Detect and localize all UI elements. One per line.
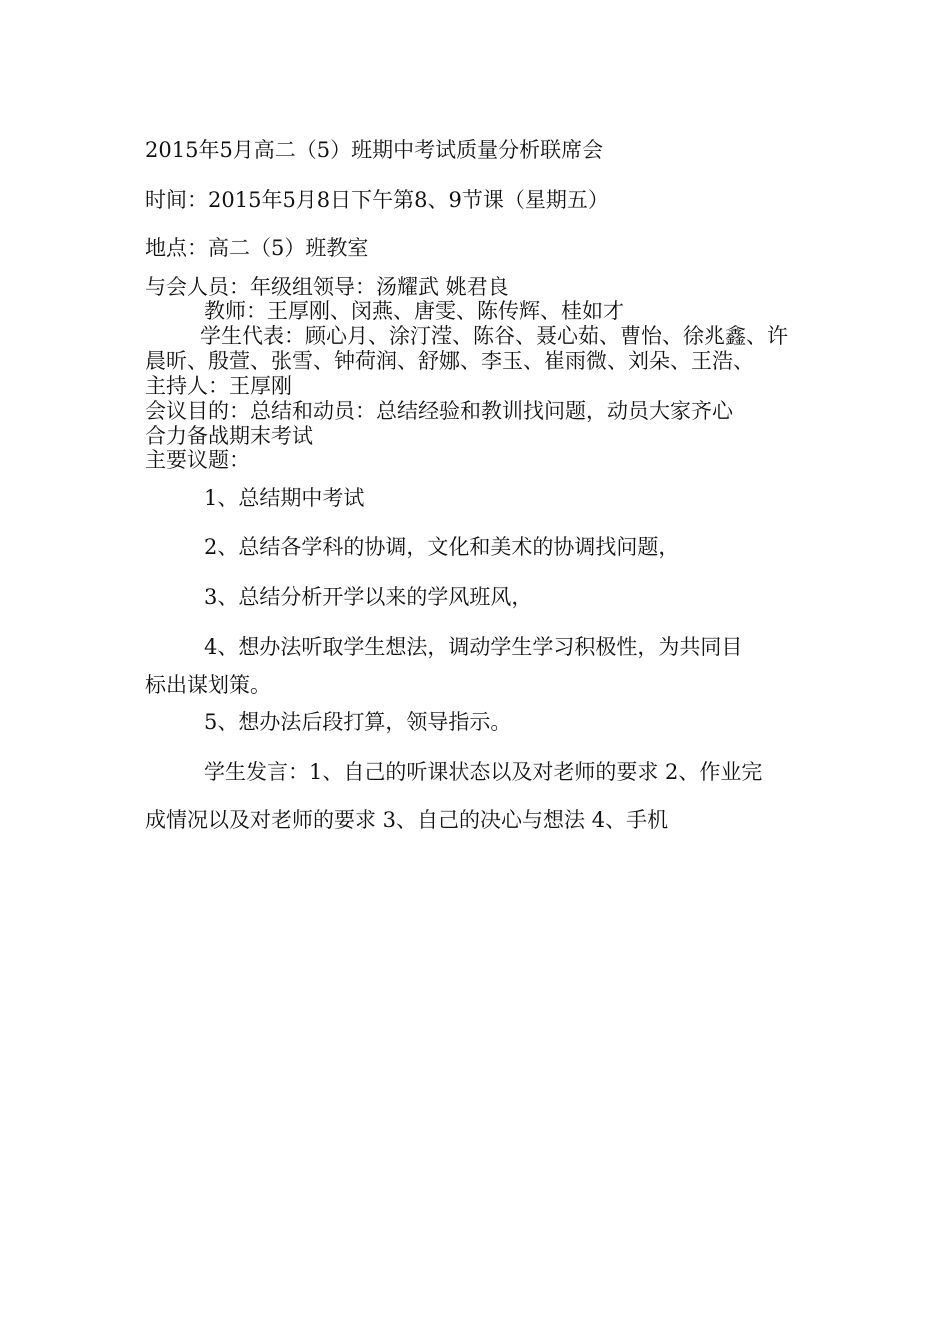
student-reps-line-2: 晨昕、殷萱、张雪、钟荷润、舒娜、李玉、崔雨微、刘朵、王浩、 bbox=[145, 349, 754, 373]
topic-item-4-line-2: 标出谋划策。 bbox=[145, 673, 271, 697]
student-reps-line-1: 学生代表：顾心月、涂汀滢、陈谷、聂心茹、曹怡、徐兆鑫、许 bbox=[200, 324, 788, 348]
meeting-purpose-line-2: 合力备战期末考试 bbox=[145, 424, 313, 448]
topic-item: 3、总结分析开学以来的学风班风， bbox=[204, 585, 533, 609]
meeting-purpose-line-1: 会议目的：总结和动员：总结经验和教训找问题，动员大家齐心 bbox=[145, 399, 733, 423]
attendees-leaders: 与会人员：年级组领导：汤耀武 姚君良 bbox=[145, 275, 509, 299]
meeting-time: 时间：2015年5月8日下午第8、9节课（星期五） bbox=[145, 188, 609, 212]
student-speech-line-2: 成情况以及对老师的要求 3、自己的决心与想法 4、手机 bbox=[145, 808, 669, 832]
meeting-host: 主持人：王厚刚 bbox=[145, 374, 292, 398]
document-title: 2015年5月高二（5）班期中考试质量分析联席会 bbox=[145, 138, 604, 162]
topic-item: 5、想办法后段打算，领导指示。 bbox=[204, 710, 512, 734]
topics-heading: 主要议题： bbox=[145, 448, 250, 472]
meeting-place: 地点：高二（5）班教室 bbox=[145, 236, 369, 260]
attendees-teachers: 教师：王厚刚、闵燕、唐雯、陈传辉、桂如才 bbox=[204, 299, 624, 323]
topic-item-4-line-1: 4、想办法听取学生想法，调动学生学习积极性，为共同目 bbox=[204, 635, 743, 659]
topic-item: 1、总结期中考试 bbox=[204, 486, 365, 510]
student-speech-line-1: 学生发言：1、自己的听课状态以及对老师的要求 2、作业完 bbox=[204, 760, 763, 784]
topic-item: 2、总结各学科的协调，文化和美术的协调找问题， bbox=[204, 535, 680, 559]
